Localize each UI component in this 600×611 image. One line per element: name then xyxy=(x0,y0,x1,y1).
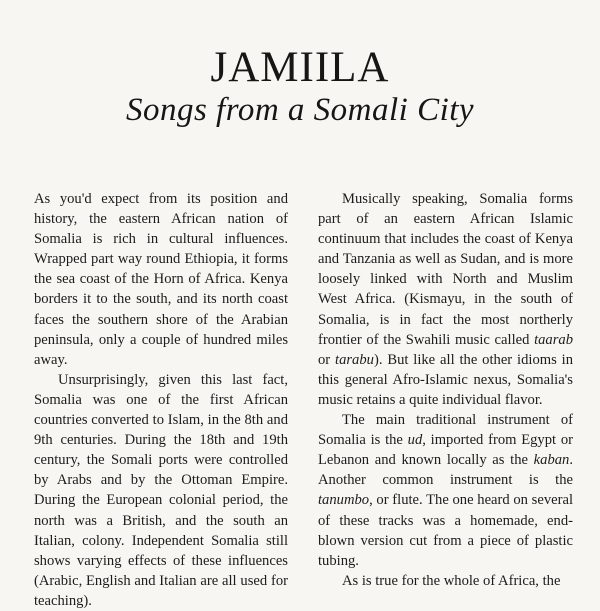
right-p2-text-a: The main traditional instrument of Somalia is the xyxy=(318,412,573,449)
right-text-column xyxy=(318,189,573,591)
term-taarab: taarab xyxy=(534,331,573,348)
right-paragraph-3: As is true for the whole of Africa, the xyxy=(342,572,561,589)
right-p1-text-b: ). But like all the other idioms in this general Afro-Islamic nexus, Somalia's music retains a quite individual flavor. xyxy=(318,351,573,408)
right-p2-text-d: , or flute. The one heard on several of these tracks was a homemade, end-blown version cut from a piece of plastic tubing. xyxy=(318,492,573,569)
term-ud: ud xyxy=(407,432,423,449)
album-subtitle: Songs from a Somali City xyxy=(125,92,475,128)
right-p1-or: or xyxy=(318,351,336,368)
album-title: JAMIILA xyxy=(210,44,390,91)
right-p2-text-c: . Another common instrument is the xyxy=(318,452,573,489)
right-paragraph-1 xyxy=(318,189,573,410)
left-text-column xyxy=(34,189,288,611)
right-p1-text-a: Musically speaking, Somalia forms part of an eastern African Islamic continuum that includes the coast of Kenya and Tanzania as well as Sudan, and is more loosely linked with North and Muslim West Africa. (Kismayu, in the south of Somalia, is in fact the most northerly frontier of the Swahili music called xyxy=(318,191,573,348)
term-tanumbo: tanumbo xyxy=(318,492,370,509)
right-p2-text-b: , imported from Egypt or Lebanon and known locally as the xyxy=(318,432,573,469)
left-paragraph-2: Unsurprisingly, given this last fact, Somalia was one of the first African countries converted to Islam, in the 8th and 9th centuries. During the 18th and 19th century, the Somali ports were controlled by Arabs and by the Ottoman Empire. During the European colonial period, the north was a British, and the south an Italian, colony. Independent Somalia still shows varying effects of these influences (Arabic, English and Italian are all used for teaching). xyxy=(34,371,288,609)
right-paragraph-2 xyxy=(318,410,573,571)
term-tarabu: tarabu xyxy=(335,351,374,368)
term-kaban: kaban xyxy=(533,452,570,469)
left-paragraph-1: As you'd expect from its position and history, the eastern African nation of Somalia is rich in cultural influences. Wrapped part way round Ethiopia, it forms the sea coast of the Horn of Africa. Kenya borders it to the south, and its north coast faces the southern shore of the Arabian peninsula, only a couple of hundred miles away. xyxy=(34,191,288,368)
